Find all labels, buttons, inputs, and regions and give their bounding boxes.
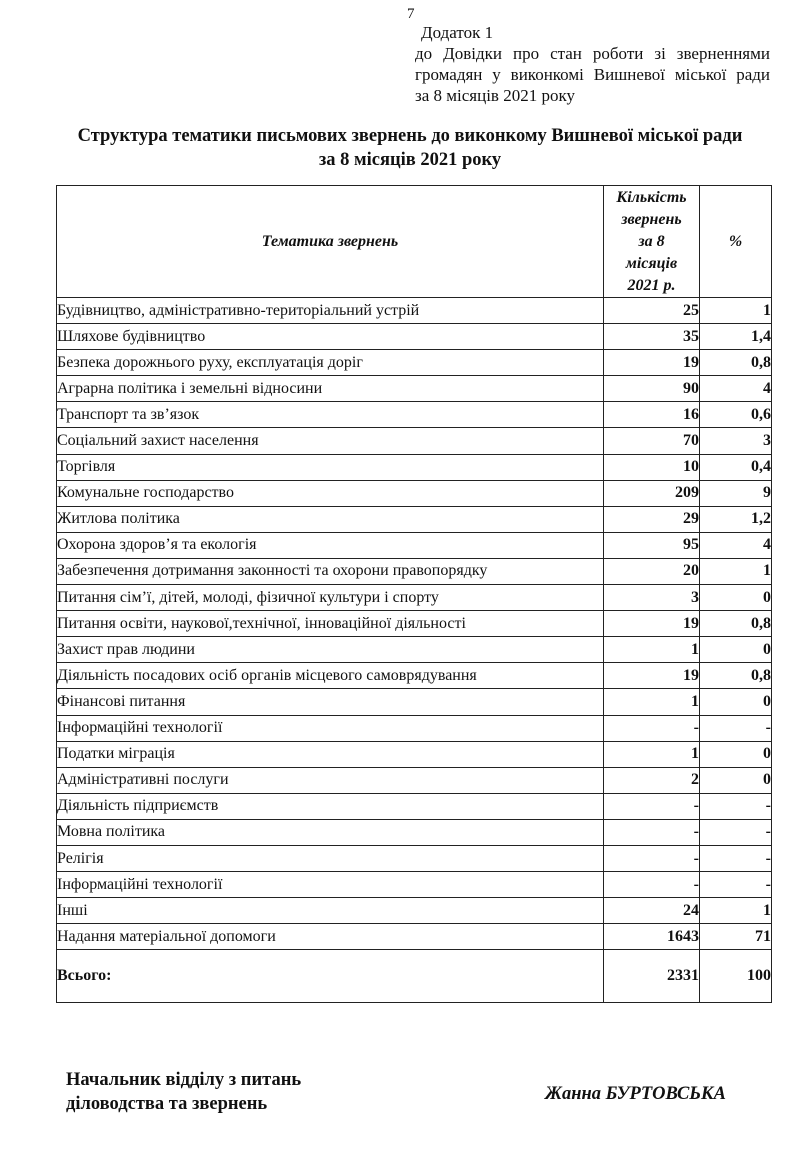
title-line: за 8 місяців 2021 року — [318, 150, 502, 170]
total-label: Всього: — [57, 950, 604, 1003]
table-row — [57, 454, 772, 480]
row-topic: Транспорт та зв’язок — [57, 402, 604, 428]
header-count-line: звернень — [621, 210, 682, 228]
annex-line: до Довідки про стан роботи зі зверненнями — [415, 44, 770, 63]
row-topic: Інші — [57, 898, 604, 924]
table-row — [57, 715, 772, 741]
row-count: 25 — [604, 298, 700, 324]
annex-line: громадян у виконкомі Вишневої міської ради — [415, 65, 770, 84]
row-topic: Надання матеріальної допомоги — [57, 924, 604, 950]
row-percent: 0,8 — [700, 350, 772, 376]
row-percent: 0,8 — [700, 611, 772, 637]
row-percent: 9 — [700, 480, 772, 506]
row-percent: - — [700, 715, 772, 741]
row-percent: 4 — [700, 532, 772, 558]
row-count: 1 — [604, 689, 700, 715]
row-percent: 0 — [700, 767, 772, 793]
annex-note — [415, 22, 770, 106]
row-topic: Забезпечення дотримання законності та охорони правопорядку — [57, 558, 604, 584]
title-line: Структура тематики письмових звернень до виконкому Вишневої міської ради — [77, 126, 743, 146]
table-row — [57, 402, 772, 428]
row-count: - — [604, 793, 700, 819]
row-percent: - — [700, 819, 772, 845]
row-count: 90 — [604, 376, 700, 402]
table-header-row — [57, 186, 772, 298]
table-row — [57, 506, 772, 532]
row-percent: 0 — [700, 637, 772, 663]
table-row — [57, 585, 772, 611]
row-count: 10 — [604, 454, 700, 480]
table-row — [57, 898, 772, 924]
table-row — [57, 637, 772, 663]
header-count-line: 2021 р. — [627, 276, 676, 294]
row-topic: Будівництво, адміністративно-територіальний устрій — [57, 298, 604, 324]
row-count: - — [604, 845, 700, 871]
row-topic: Житлова політика — [57, 506, 604, 532]
signatory-position — [66, 1068, 301, 1116]
total-percent: 100 — [700, 950, 772, 1003]
row-percent: 1,4 — [700, 324, 772, 350]
row-topic: Комунальне господарство — [57, 480, 604, 506]
table-row — [57, 663, 772, 689]
row-topic: Охорона здоров’я та екологія — [57, 532, 604, 558]
row-count: 29 — [604, 506, 700, 532]
row-count: 209 — [604, 480, 700, 506]
row-count: 35 — [604, 324, 700, 350]
table-row — [57, 558, 772, 584]
table-row — [57, 924, 772, 950]
page-number: 7 — [407, 6, 415, 22]
row-percent: 1 — [700, 898, 772, 924]
row-topic: Адміністративні послуги — [57, 767, 604, 793]
table-row — [57, 793, 772, 819]
row-percent: 0,8 — [700, 663, 772, 689]
row-count: 1 — [604, 741, 700, 767]
row-topic: Соціальний захист населення — [57, 428, 604, 454]
row-topic: Питання освіти, наукової,технічної, інноваційної діяльності — [57, 611, 604, 637]
row-percent: - — [700, 793, 772, 819]
row-count: 20 — [604, 558, 700, 584]
row-topic: Діяльність підприємств — [57, 793, 604, 819]
header-count-line: за 8 — [638, 232, 665, 250]
row-count: 1 — [604, 637, 700, 663]
position-line: діловодства та звернень — [66, 1094, 268, 1114]
row-topic: Шляхове будівництво — [57, 324, 604, 350]
annex-line: за 8 місяців 2021 року — [415, 86, 575, 105]
table-row — [57, 689, 772, 715]
table-row — [57, 819, 772, 845]
signatory-name: Жанна БУРТОВСЬКА — [545, 1084, 726, 1104]
row-percent: 0 — [700, 585, 772, 611]
table-row — [57, 767, 772, 793]
row-percent: 0 — [700, 689, 772, 715]
table-row — [57, 298, 772, 324]
header-count — [604, 186, 700, 298]
row-percent: 1 — [700, 558, 772, 584]
row-count: 19 — [604, 663, 700, 689]
header-count-line: Кількість — [616, 188, 687, 206]
row-percent: 1 — [700, 298, 772, 324]
row-topic: Релігія — [57, 845, 604, 871]
row-topic: Фінансові питання — [57, 689, 604, 715]
row-count: 2 — [604, 767, 700, 793]
row-topic: Інформаційні технології — [57, 715, 604, 741]
row-count: 19 — [604, 611, 700, 637]
row-count: 70 — [604, 428, 700, 454]
row-topic: Діяльність посадових осіб органів місцевого самоврядування — [57, 663, 604, 689]
row-percent: 71 — [700, 924, 772, 950]
row-percent: 1,2 — [700, 506, 772, 532]
appeals-table — [56, 185, 772, 1003]
table-row — [57, 428, 772, 454]
row-count: 24 — [604, 898, 700, 924]
row-topic: Захист прав людини — [57, 637, 604, 663]
table-row — [57, 350, 772, 376]
row-topic: Питання сім’ї, дітей, молоді, фізичної культури і спорту — [57, 585, 604, 611]
document-title — [40, 124, 780, 172]
row-percent: - — [700, 845, 772, 871]
row-count: - — [604, 819, 700, 845]
row-count: - — [604, 872, 700, 898]
table-row — [57, 845, 772, 871]
row-count: 3 — [604, 585, 700, 611]
header-percent: % — [700, 186, 772, 298]
row-topic: Інформаційні технології — [57, 872, 604, 898]
table-row — [57, 324, 772, 350]
row-percent: 0,4 — [700, 454, 772, 480]
row-count: 95 — [604, 532, 700, 558]
table-row — [57, 532, 772, 558]
row-count: 1643 — [604, 924, 700, 950]
row-topic: Мовна політика — [57, 819, 604, 845]
table-row — [57, 480, 772, 506]
row-count: 16 — [604, 402, 700, 428]
total-count: 2331 — [604, 950, 700, 1003]
row-topic: Безпека дорожнього руху, експлуатація доріг — [57, 350, 604, 376]
row-percent: 3 — [700, 428, 772, 454]
header-topic: Тематика звернень — [57, 186, 604, 298]
row-percent: 0,6 — [700, 402, 772, 428]
row-percent: 4 — [700, 376, 772, 402]
row-percent: 0 — [700, 741, 772, 767]
table-total-row — [57, 950, 772, 1003]
position-line: Начальник відділу з питань — [66, 1070, 302, 1090]
row-topic: Податки міграція — [57, 741, 604, 767]
row-count: 19 — [604, 350, 700, 376]
table-row — [57, 741, 772, 767]
table-row — [57, 611, 772, 637]
table-row — [57, 872, 772, 898]
row-topic: Торгівля — [57, 454, 604, 480]
annex-line: Додаток 1 — [421, 23, 494, 42]
header-count-line: місяців — [625, 254, 678, 272]
row-topic: Аграрна політика і земельні відносини — [57, 376, 604, 402]
row-count: - — [604, 715, 700, 741]
table-row — [57, 376, 772, 402]
row-percent: - — [700, 872, 772, 898]
